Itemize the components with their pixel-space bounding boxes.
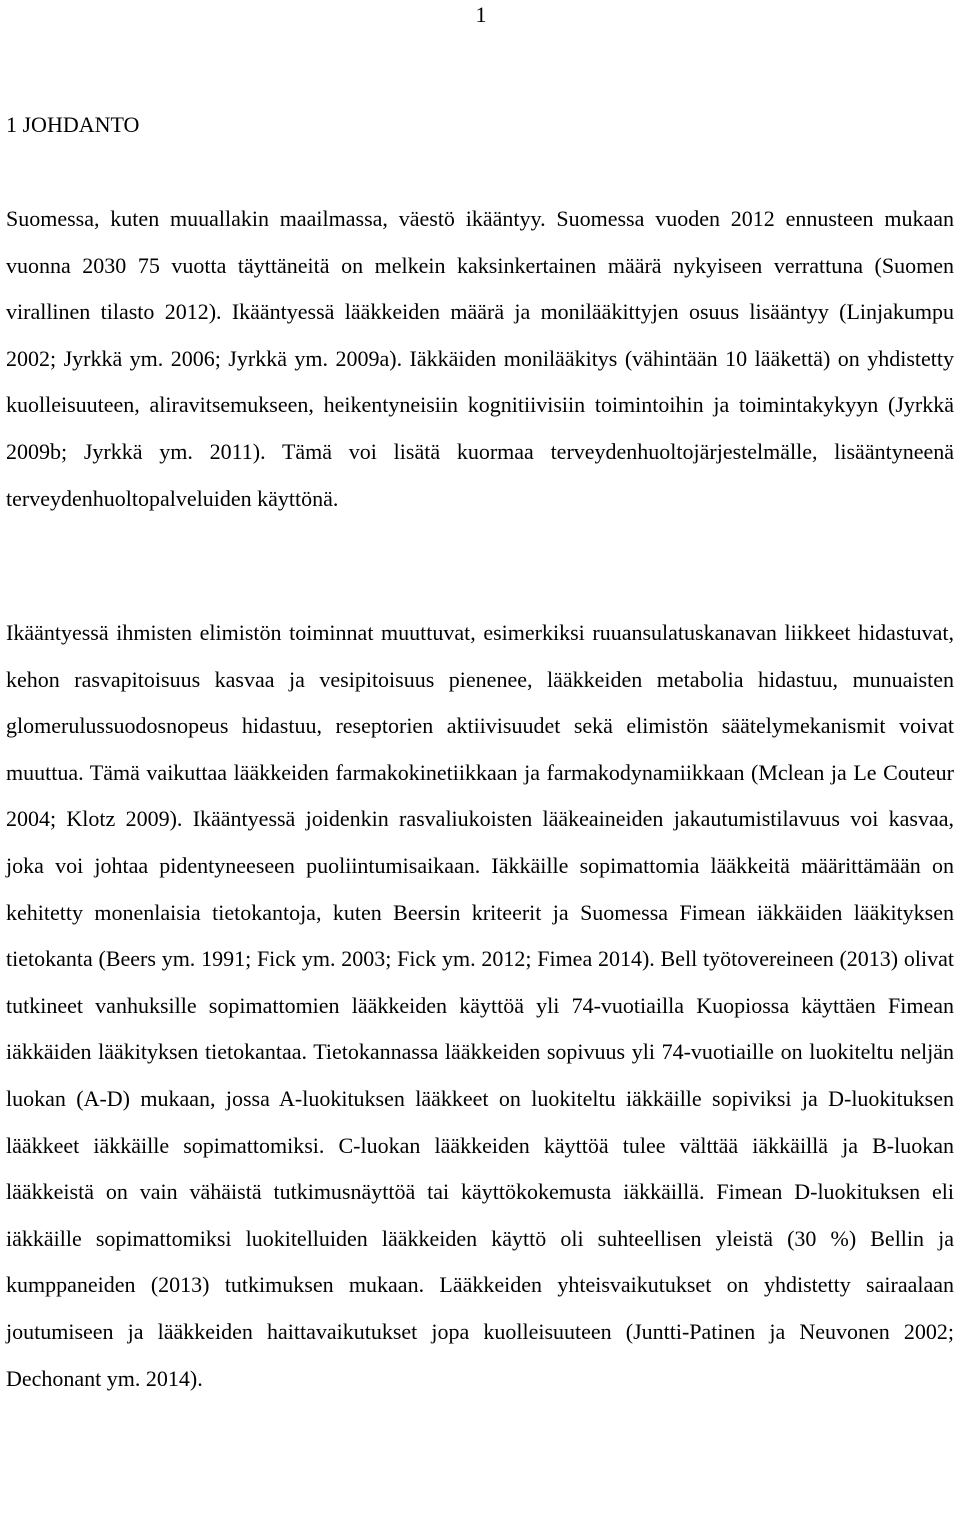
body-paragraph-1: Suomessa, kuten muuallakin maailmassa, väestö ikääntyy. Suomessa vuoden 2012 ennusteen mukaan vuonna 2030 75 vuotta täyttäneitä on melkein kaksinkertainen määrä nykyiseen verrattuna (Suomen virallinen tilasto 2012). Ikääntyessä lääkkeiden määrä ja monilääkittyjen osuus lisääntyy (Linjakumpu 2002; Jyrkkä ym. 2006; Jyrkkä ym. 2009a). Iäkkäiden monilääkitys (vähintään 10 lääkettä) on yhdistetty kuolleisuuteen, aliravitsemukseen, heikentyneisiin kognitiivisiin toimintoihin ja toimintakykyyn (Jyrkkä 2009b; Jyrkkä ym. 2011). Tämä voi lisätä kuormaa terveydenhuoltojärjestelmälle, lisääntyneenä terveydenhuoltopalveluiden käyttönä. bbox=[6, 206, 954, 511]
section-heading: 1 JOHDANTO bbox=[6, 112, 140, 137]
page-number: 1 bbox=[475, 2, 487, 27]
body-paragraph-2: Ikääntyessä ihmisten elimistön toiminnat muuttuvat, esimerkiksi ruuansulatuskanavan liikkeet hidastuvat, kehon rasvapitoisuus kasvaa ja vesipitoisuus pienenee, lääkkeiden metabolia hidastuu, munuaisten glomerulussuodosnopeus hidastuu, reseptorien aktiivisuudet sekä elimistön säätelymekanismit voivat muuttua. Tämä vaikuttaa lääkkeiden farmakokinetiikkaan ja farmakodynamiikkaan (Mclean ja Le Couteur 2004; Klotz 2009). Ikääntyessä joidenkin rasvaliukoisten lääkeaineiden jakautumistilavuus voi kasvaa, joka voi johtaa pidentyneeseen puoliintumisaikaan. Iäkkäille sopimattomia lääkkeitä määrittämään on kehitetty monenlaisia tietokantoja, kuten Beersin kriteerit ja Suomessa Fimean iäkkäiden lääkityksen tietokanta (Beers ym. 1991; Fick ym. 2003; Fick ym. 2012; Fimea 2014). Bell työtovereineen (2013) olivat tutkineet vanhuksille sopimattomien lääkkeiden käyttöä yli 74-vuotiailla Kuopiossa käyttäen Fimean iäkkäiden lääkityksen tietokantaa. Tietokannassa lääkkeiden sopivuus yli 74-vuotiaille on luokiteltu neljän luokan (A-D) mukaan, jossa A-luokituksen lääkkeet on luokiteltu iäkkäille sopiviksi ja D-luokituksen lääkkeet iäkkäille sopimattomiksi. C-luokan lääkkeiden käyttöä tulee välttää iäkkäillä ja B-luokan lääkkeistä on vain vähäistä tutkimusnäyttöä tai käyttökokemusta iäkkäillä. Fimean D-luokituksen eli iäkkäille sopimattomiksi luokitelluiden lääkkeiden käyttö oli suhteellisen yleistä (30 %) Bellin ja kumppaneiden (2013) tutkimuksen mukaan. Lääkkeiden yhteisvaikutukset on yhdistetty sairaalaan joutumiseen ja lääkkeiden haittavaikutukset jopa kuolleisuuteen (Juntti-Patinen ja Neuvonen 2002; Dechonant ym. 2014). bbox=[6, 620, 954, 1391]
